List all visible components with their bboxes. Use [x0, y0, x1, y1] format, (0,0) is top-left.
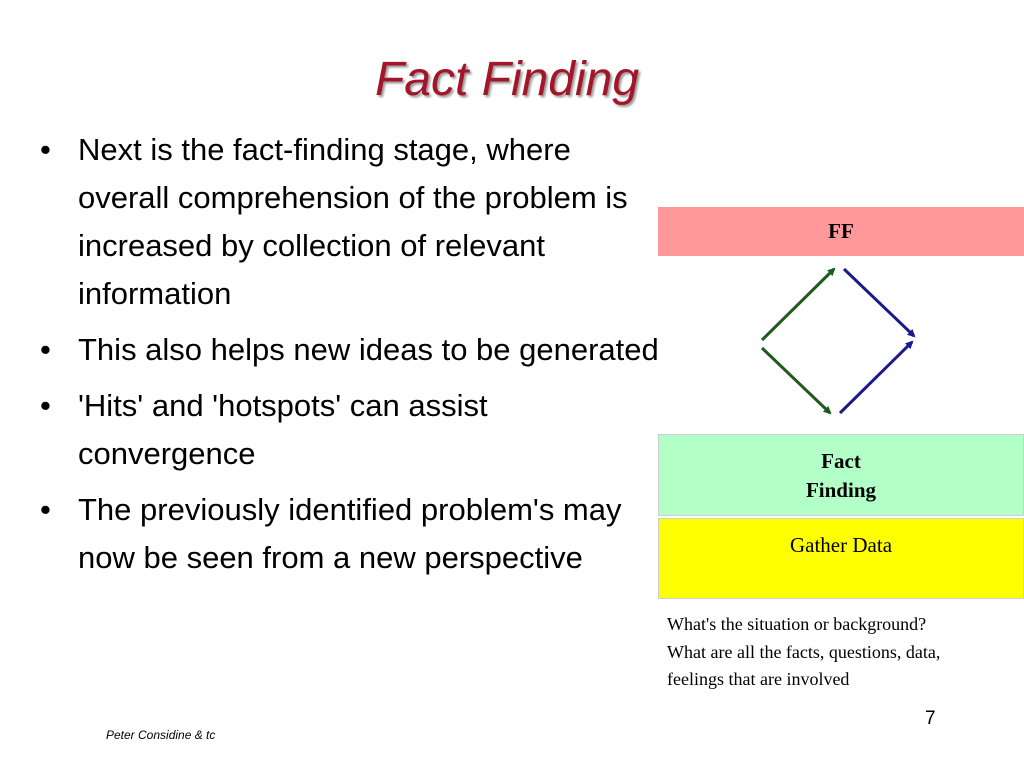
bullet-item	[40, 486, 660, 582]
diverge-converge-diamond-diagram	[740, 258, 930, 422]
bullet-dot: •	[40, 492, 51, 527]
gather-label: Gather Data	[789, 533, 893, 557]
blue-arrow-up	[840, 342, 912, 413]
ff-header-box	[658, 207, 1024, 256]
bullet-text: The previously identified problem's may now be seen from a new perspective	[78, 492, 622, 575]
green-arrow-up	[762, 269, 834, 340]
question-line: What are all the facts, questions, data,	[667, 641, 941, 662]
blue-arrow-down	[844, 269, 914, 336]
question-list	[667, 611, 1023, 694]
question-line: feelings that are involved	[667, 669, 850, 689]
ff-label: FF	[828, 219, 854, 243]
slide-footer: Peter Considine & tc	[106, 728, 216, 742]
bullet-text: Next is the fact-finding stage, where overall comprehension of the problem is increased by collection of relevant information	[78, 132, 628, 311]
bullet-text: 'Hits' and 'hotspots' can assist convergence	[78, 388, 488, 471]
fact-line2: Finding	[805, 478, 877, 502]
bullet-dot: •	[40, 332, 51, 367]
bullet-item	[40, 126, 660, 318]
fact-line1: Fact	[821, 449, 861, 473]
bullet-dot: •	[40, 132, 51, 167]
gather-data-box	[658, 518, 1024, 599]
question-line: What's the situation or background?	[667, 614, 927, 634]
page-number: 7	[925, 708, 936, 729]
slide-title: Fact Finding	[374, 53, 640, 106]
fact-finding-box	[658, 434, 1024, 516]
bullet-item	[40, 326, 660, 374]
bullet-item	[40, 382, 660, 478]
bullet-list	[40, 126, 660, 590]
bullet-text: This also helps new ideas to be generated	[78, 332, 659, 367]
green-arrow-down	[762, 348, 830, 413]
bullet-dot: •	[40, 388, 51, 423]
